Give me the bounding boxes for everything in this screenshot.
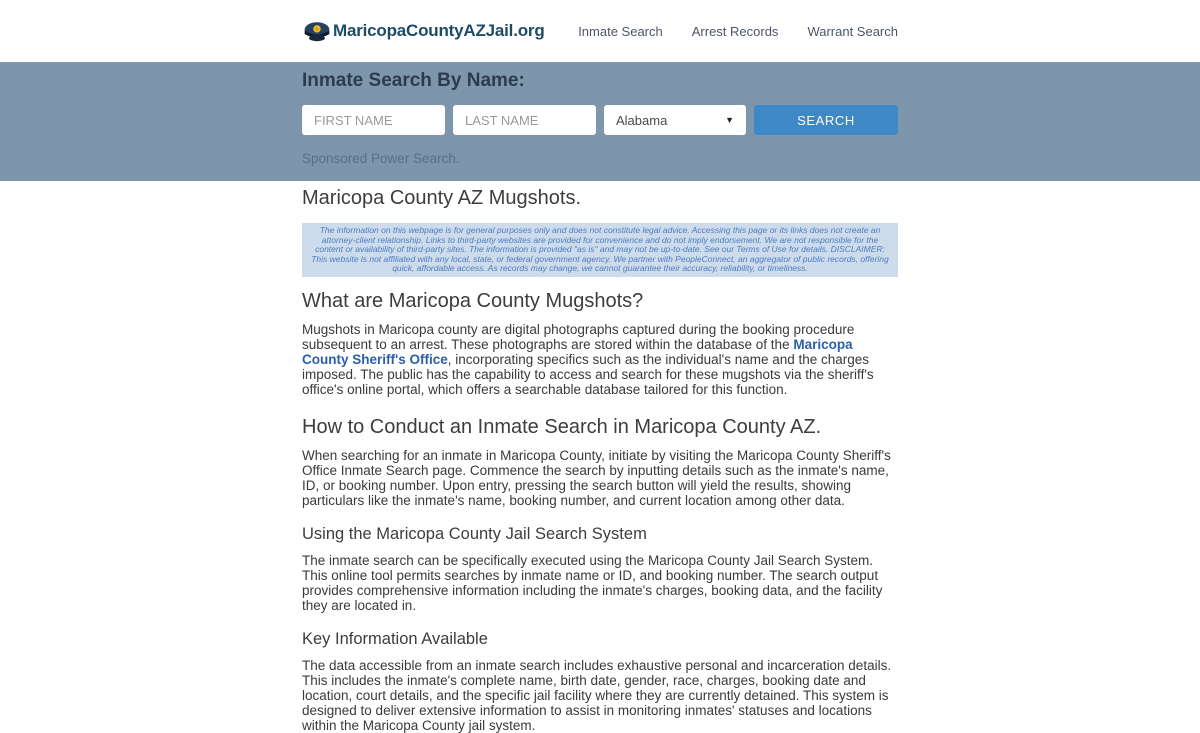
site-header (0, 0, 1200, 62)
nav-arrest-records[interactable]: Arrest Records (691, 23, 779, 39)
heading-using-system: Using the Maricopa County Jail Search System (302, 524, 647, 543)
paragraph-text-before-link: Mugshots in Maricopa county are digital photographs captured during the booking procedure subsequent to an arrest. These photographs are stored within the database of the (302, 321, 855, 352)
sponsored-power-search-link[interactable]: Sponsored Power Search. (302, 151, 460, 166)
search-form (302, 105, 898, 135)
logo-text: MaricopaCountyAZJail.org (333, 21, 545, 40)
disclaimer-box: The information on this webpage is for general purposes only and does not constitute legal advice. Accessing this page or its links does not create an attorney-client relationship. Links to third-party websites are provided for convenience and do not imply endorsement. We are not responsible for the content or availability of third-party sites. The information is provided "as is" and may not be up-to-date. See our Terms of Use for details. DISCLAIMER: This website is not affiliated with any local, state, or federal government agency. We partner with PeopleConnect, an aggregator of public records, offering quick, affordable access. As records may change, we cannot guarantee their accuracy, reliability, or timeliness. (302, 223, 898, 277)
last-name-input[interactable] (453, 105, 596, 135)
search-button[interactable]: SEARCH (754, 105, 898, 135)
main-nav (578, 24, 898, 39)
chevron-down-icon: ▼ (725, 115, 734, 125)
paragraph-key-information: The data accessible from an inmate search includes exhaustive personal and incarceration details. This includes the inmate's complete name, birth date, gender, race, charges, booking date and location, court details, and the specific jail facility where they are currently detained. This system is designed to deliver extensive information to assist in monitoring inmates' statuses and locations within the Maricopa County jail system. (302, 657, 892, 733)
nav-inmate-search[interactable]: Inmate Search (578, 23, 663, 39)
police-cap-icon (302, 20, 332, 43)
page-title: Maricopa County AZ Mugshots. (302, 187, 582, 209)
site-logo[interactable] (302, 20, 545, 43)
paragraph-what-are-mugshots (302, 322, 898, 397)
first-name-input[interactable] (302, 105, 445, 135)
search-panel-title: Inmate Search By Name: (302, 70, 525, 91)
sheriffs-office-link[interactable]: Maricopa County Sheriff's Office (302, 336, 853, 367)
heading-key-information: Key Information Available (302, 629, 488, 648)
paragraph-text-after-link: , incorporating specifics such as the individual's name and the charges imposed. The public has the capability to access and search for these mugshots via the sheriff's office's online portal, which offers a searchable database tailored for this function. (302, 351, 874, 397)
paragraph-how-to-conduct: When searching for an inmate in Maricopa County, initiate by visiting the Maricopa County Sheriff's Office Inmate Search page. Commence the search by inputting details such as the inmate's name, ID, or booking number. Upon entry, pressing the search button will yield the results, showing particulars like the inmate's name, booking number, and current location among other data. (302, 447, 891, 508)
state-select-value: Alabama (616, 112, 668, 128)
nav-warrant-search[interactable]: Warrant Search (807, 23, 898, 39)
state-select[interactable] (604, 105, 746, 135)
heading-how-to-conduct: How to Conduct an Inmate Search in Maricopa County AZ. (302, 415, 822, 438)
inmate-search-panel (0, 62, 1200, 181)
heading-what-are-mugshots: What are Maricopa County Mugshots? (302, 289, 644, 312)
paragraph-using-system: The inmate search can be specifically executed using the Maricopa County Jail Search System. This online tool permits searches by inmate name or ID, and booking number. The search output provides comprehensive information including the inmate's charges, booking data, and the facility they are located in. (302, 552, 883, 613)
main-content (302, 181, 898, 733)
